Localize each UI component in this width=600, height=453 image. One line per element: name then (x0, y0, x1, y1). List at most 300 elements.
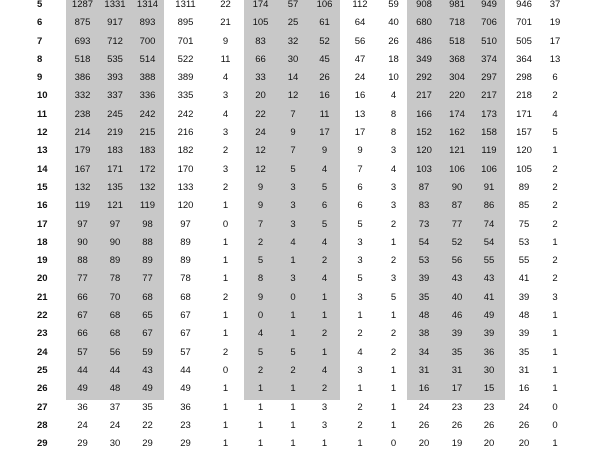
table-cell: 174 (252, 0, 269, 10)
table-cell: 105 (252, 17, 269, 29)
table-cell: 9 (257, 181, 264, 193)
table-cell: 36 (77, 401, 88, 413)
table-cell: 66 (255, 53, 266, 65)
table-cell: 332 (74, 90, 91, 102)
table-cell: 3 (222, 163, 229, 175)
table-cell: 3 (357, 236, 363, 248)
table-cell: 120 (516, 145, 532, 157)
table-cell: 1 (321, 438, 328, 450)
table-cell: 981 (449, 0, 465, 10)
table-cell: 335 (177, 90, 194, 102)
table-cell: 41 (518, 273, 530, 285)
table-row (0, 51, 567, 69)
table-cell: 2 (552, 90, 558, 102)
table-cell: 35 (518, 346, 530, 358)
table-row (0, 380, 567, 398)
table-cell: 97 (77, 218, 88, 230)
table-cell: 59 (142, 346, 153, 358)
table-cell: 292 (416, 72, 432, 84)
table-cell: 4 (357, 346, 363, 358)
table-cell: 54 (418, 236, 430, 248)
table-cell: 2 (552, 181, 558, 193)
table-cell: 2 (552, 255, 558, 267)
table-cell: 1 (552, 346, 558, 358)
table-cell: 3 (321, 401, 328, 413)
table-cell: 24 (77, 419, 88, 431)
table-cell: 20 (418, 438, 430, 450)
table-row (0, 106, 567, 124)
table-cell: 3 (390, 273, 397, 285)
table-row (0, 69, 567, 87)
table-cell: 20 (483, 438, 495, 450)
table-cell: 1 (257, 401, 264, 413)
table-cell: 1331 (104, 0, 126, 10)
table-cell: 106 (316, 0, 333, 10)
table-cell: 8 (257, 273, 264, 285)
table-cell: 30 (109, 438, 121, 450)
table-cell: 55 (483, 255, 495, 267)
table-cell: 4 (390, 163, 397, 175)
table-cell: 15 (483, 383, 495, 395)
table-cell: 1 (390, 401, 397, 413)
table-cell: 26 (451, 419, 463, 431)
row-label: 13 (37, 145, 48, 157)
table-cell: 6 (357, 181, 363, 193)
table-cell: 68 (109, 328, 121, 340)
table-cell: 0 (290, 291, 296, 303)
row-label: 16 (37, 200, 48, 212)
table-cell: 33 (255, 72, 266, 84)
table-cell: 2 (390, 328, 397, 340)
table-cell: 172 (139, 163, 156, 175)
table-cell: 36 (483, 346, 495, 358)
table-cell: 25 (287, 17, 299, 29)
table-row (0, 124, 567, 142)
table-cell: 89 (109, 255, 121, 267)
row-label: 9 (37, 72, 43, 84)
table-cell: 119 (74, 200, 91, 212)
table-cell: 120 (177, 200, 194, 212)
table-cell: 24 (354, 72, 366, 84)
table-cell: 3 (357, 291, 363, 303)
table-cell: 29 (142, 438, 153, 450)
table-cell: 173 (481, 108, 497, 120)
table-cell: 2 (390, 346, 397, 358)
table-row (0, 362, 567, 380)
table-cell: 1 (357, 310, 363, 322)
table-cell: 1 (222, 401, 229, 413)
table-cell: 20 (518, 438, 530, 450)
table-cell: 336 (139, 90, 156, 102)
table-cell: 1 (390, 364, 397, 376)
table-cell: 1 (321, 291, 328, 303)
table-cell: 1 (321, 346, 328, 358)
table-cell: 47 (354, 53, 366, 65)
table-cell: 26 (388, 35, 399, 47)
table-cell: 75 (518, 218, 530, 230)
table-cell: 135 (107, 181, 123, 193)
table-cell: 6 (357, 200, 363, 212)
table-cell: 8 (390, 108, 397, 120)
table-cell: 514 (139, 53, 156, 65)
table-cell: 1 (390, 236, 397, 248)
table-cell: 2 (321, 383, 328, 395)
table-cell: 30 (287, 53, 299, 65)
row-label: 18 (37, 236, 48, 248)
table-cell: 166 (416, 108, 432, 120)
table-cell: 103 (416, 163, 432, 175)
table-cell: 89 (180, 255, 191, 267)
table-cell: 119 (481, 145, 497, 157)
table-cell: 2 (552, 163, 558, 175)
table-cell: 5 (321, 181, 328, 193)
table-row (0, 435, 567, 453)
table-cell: 77 (142, 273, 153, 285)
table-cell: 22 (142, 419, 153, 431)
table-cell: 34 (418, 346, 430, 358)
table-cell: 486 (416, 35, 432, 47)
table-cell: 700 (139, 35, 156, 47)
table-cell: 106 (449, 163, 465, 175)
table-cell: 3 (290, 200, 296, 212)
table-cell: 16 (354, 90, 366, 102)
table-cell: 875 (74, 17, 91, 29)
table-cell: 26 (418, 419, 430, 431)
table-cell: 56 (451, 255, 463, 267)
table-cell: 97 (109, 218, 121, 230)
table-cell: 349 (416, 53, 432, 65)
table-cell: 24 (255, 127, 266, 139)
table-cell: 1 (222, 255, 229, 267)
table-row (0, 307, 567, 325)
table-cell: 0 (222, 218, 229, 230)
table-cell: 388 (139, 72, 156, 84)
table-row (0, 161, 567, 179)
row-label: 10 (37, 90, 48, 102)
row-label: 6 (37, 17, 43, 29)
table-cell: 158 (481, 127, 497, 139)
table-cell: 39 (451, 328, 463, 340)
table-cell: 48 (418, 310, 430, 322)
table-cell: 2 (290, 364, 296, 376)
table-row (0, 270, 567, 288)
row-label: 29 (37, 438, 48, 450)
table-cell: 1 (222, 236, 229, 248)
row-label: 19 (37, 255, 48, 267)
table-cell: 29 (180, 438, 191, 450)
table-cell: 43 (483, 273, 495, 285)
table-cell: 1 (222, 200, 229, 212)
row-label: 14 (37, 163, 48, 175)
table-cell: 5 (552, 127, 558, 139)
table-cell: 32 (287, 35, 299, 47)
table-row (0, 87, 567, 105)
table-cell: 88 (77, 255, 88, 267)
table-cell: 217 (481, 90, 497, 102)
table-cell: 215 (139, 127, 156, 139)
table-row (0, 33, 567, 51)
table-cell: 16 (418, 383, 430, 395)
table-cell: 389 (177, 72, 194, 84)
table-cell: 5 (321, 218, 328, 230)
row-label: 20 (37, 273, 48, 285)
table-cell: 13 (549, 53, 561, 65)
table-cell: 505 (516, 35, 532, 47)
table-cell: 112 (352, 0, 368, 10)
table-cell: 219 (107, 127, 123, 139)
table-cell: 9 (357, 145, 363, 157)
table-cell: 4 (321, 273, 328, 285)
table-row (0, 179, 567, 197)
table-cell: 8 (390, 127, 397, 139)
table-cell: 39 (518, 291, 530, 303)
table-cell: 1 (552, 236, 558, 248)
table-cell: 4 (321, 364, 328, 376)
table-cell: 4 (321, 163, 328, 175)
table-cell: 5 (390, 291, 397, 303)
table-cell: 48 (109, 383, 121, 395)
row-label: 27 (37, 401, 48, 413)
table-cell: 304 (449, 72, 465, 84)
table-cell: 30 (483, 364, 495, 376)
table-cell: 4 (552, 108, 558, 120)
table-cell: 1 (290, 438, 296, 450)
table-cell: 2 (390, 218, 397, 230)
table-cell: 1 (390, 310, 397, 322)
table-cell: 24 (518, 401, 530, 413)
table-cell: 712 (107, 35, 123, 47)
table-cell: 1 (552, 310, 558, 322)
table-cell: 26 (483, 419, 495, 431)
table-cell: 386 (74, 72, 91, 84)
table-cell: 87 (418, 181, 430, 193)
table-cell: 64 (354, 17, 366, 29)
table-cell: 908 (416, 0, 432, 10)
table-cell: 35 (142, 401, 153, 413)
table-cell: 2 (257, 236, 264, 248)
table-cell: 9 (321, 145, 328, 157)
table-cell: 162 (449, 127, 465, 139)
row-label: 7 (37, 35, 43, 47)
table-cell: 43 (451, 273, 463, 285)
table-cell: 0 (552, 419, 558, 431)
table-cell: 179 (74, 145, 91, 157)
table-cell: 17 (354, 127, 366, 139)
table-cell: 170 (177, 163, 194, 175)
table-cell: 157 (516, 127, 532, 139)
table-row (0, 216, 567, 234)
table-cell: 1 (290, 383, 296, 395)
table-cell: 17 (451, 383, 463, 395)
table-cell: 4 (390, 90, 397, 102)
table-cell: 56 (109, 346, 121, 358)
table-cell: 1 (222, 419, 229, 431)
table-cell: 67 (142, 328, 153, 340)
table-cell: 44 (180, 364, 191, 376)
table-cell: 7 (290, 145, 296, 157)
table-cell: 53 (418, 255, 430, 267)
table-cell: 3 (222, 127, 229, 139)
table-cell: 1 (390, 419, 397, 431)
table-cell: 121 (107, 200, 123, 212)
table-cell: 78 (109, 273, 121, 285)
table-row (0, 0, 567, 14)
table-cell: 53 (518, 236, 530, 248)
table-cell: 11 (220, 53, 231, 65)
table-cell: 119 (139, 200, 156, 212)
table-cell: 41 (483, 291, 495, 303)
table-cell: 7 (357, 163, 363, 175)
table-cell: 11 (319, 108, 330, 120)
table-cell: 55 (518, 255, 530, 267)
table-cell: 86 (483, 200, 495, 212)
table-cell: 217 (416, 90, 432, 102)
table-cell: 3 (222, 90, 229, 102)
table-cell: 2 (222, 145, 229, 157)
table-cell: 1 (357, 438, 363, 450)
table-cell: 2 (222, 291, 229, 303)
table-cell: 1 (290, 255, 296, 267)
table-cell: 2 (552, 273, 558, 285)
table-cell: 5 (357, 218, 363, 230)
table-cell: 368 (449, 53, 465, 65)
table-cell: 2 (357, 401, 363, 413)
table-cell: 39 (418, 273, 430, 285)
table-cell: 85 (518, 200, 530, 212)
table-cell: 24 (109, 419, 121, 431)
table-cell: 43 (142, 364, 153, 376)
table-cell: 54 (483, 236, 495, 248)
table-cell: 214 (74, 127, 91, 139)
table-cell: 133 (177, 181, 194, 193)
table-cell: 12 (255, 163, 266, 175)
table-cell: 70 (109, 291, 121, 303)
table-cell: 73 (418, 218, 430, 230)
table-cell: 1 (552, 328, 558, 340)
table-cell: 4 (321, 236, 328, 248)
table-cell: 1 (552, 145, 558, 157)
table-cell: 1 (222, 383, 229, 395)
table-cell: 44 (77, 364, 88, 376)
table-cell: 364 (516, 53, 532, 65)
table-cell: 57 (77, 346, 88, 358)
table-cell: 2 (357, 419, 363, 431)
table-row (0, 344, 567, 362)
row-label: 17 (37, 218, 48, 230)
table-cell: 9 (257, 200, 264, 212)
table-cell: 7 (257, 218, 264, 230)
row-label: 12 (37, 127, 48, 139)
table-cell: 949 (481, 0, 497, 10)
table-cell: 183 (139, 145, 156, 157)
table-cell: 183 (107, 145, 123, 157)
table-cell: 216 (177, 127, 194, 139)
table-cell: 57 (287, 0, 299, 10)
row-label: 24 (37, 346, 48, 358)
table-cell: 35 (418, 291, 430, 303)
table-cell: 16 (319, 90, 330, 102)
table-cell: 0 (390, 438, 397, 450)
table-cell: 1 (290, 401, 296, 413)
table-row (0, 197, 567, 215)
table-cell: 66 (77, 328, 88, 340)
table-row (0, 234, 567, 252)
table-cell: 3 (390, 145, 397, 157)
table-cell: 895 (177, 17, 194, 29)
table-cell: 3 (290, 181, 296, 193)
table-cell: 518 (74, 53, 91, 65)
table-cell: 4 (222, 108, 229, 120)
table-cell: 120 (416, 145, 432, 157)
table-cell: 3 (290, 218, 296, 230)
table-cell: 23 (451, 401, 463, 413)
table-cell: 67 (77, 310, 88, 322)
row-label: 25 (37, 364, 48, 376)
table-row (0, 289, 567, 307)
table-cell: 77 (77, 273, 88, 285)
table-cell: 1 (290, 328, 296, 340)
row-label: 5 (37, 0, 43, 10)
table-cell: 701 (177, 35, 194, 47)
table-cell: 26 (518, 419, 530, 431)
table-cell: 297 (481, 72, 497, 84)
table-cell: 3 (357, 255, 363, 267)
table-cell: 5 (290, 346, 296, 358)
table-cell: 2 (552, 218, 558, 230)
table-cell: 0 (552, 401, 558, 413)
table-row (0, 325, 567, 343)
table-cell: 706 (481, 17, 497, 29)
table-cell: 98 (142, 218, 153, 230)
table-cell: 1287 (71, 0, 94, 10)
table-cell: 90 (77, 236, 88, 248)
table-cell: 74 (483, 218, 495, 230)
table-cell: 89 (180, 236, 191, 248)
row-label: 26 (37, 383, 48, 395)
table-cell: 5 (357, 273, 363, 285)
table-cell: 242 (139, 108, 156, 120)
table-cell: 1 (290, 310, 296, 322)
table-cell: 680 (416, 17, 432, 29)
table-cell: 510 (481, 35, 497, 47)
table-cell: 1311 (175, 0, 196, 10)
table-row (0, 399, 567, 417)
table-cell: 1 (552, 383, 558, 395)
table-cell: 40 (388, 17, 399, 29)
table-cell: 9 (222, 35, 229, 47)
table-cell: 298 (516, 72, 532, 84)
table-cell: 3 (321, 419, 328, 431)
table-cell: 1314 (136, 0, 159, 10)
table-cell: 67 (180, 328, 191, 340)
table-cell: 23 (483, 401, 495, 413)
row-label: 8 (37, 53, 43, 65)
table-cell: 1 (257, 383, 264, 395)
table-cell: 7 (290, 108, 296, 120)
table-cell: 182 (177, 145, 194, 157)
table-cell: 39 (518, 328, 530, 340)
table-cell: 1 (552, 438, 558, 450)
table-cell: 3 (357, 364, 363, 376)
table-cell: 9 (257, 291, 264, 303)
table-cell: 3 (552, 291, 558, 303)
table-cell: 90 (451, 181, 463, 193)
table-cell: 105 (516, 163, 532, 175)
table-cell: 2 (321, 328, 328, 340)
table-cell: 39 (483, 328, 495, 340)
table-cell: 16 (518, 383, 530, 395)
row-label: 28 (37, 419, 48, 431)
